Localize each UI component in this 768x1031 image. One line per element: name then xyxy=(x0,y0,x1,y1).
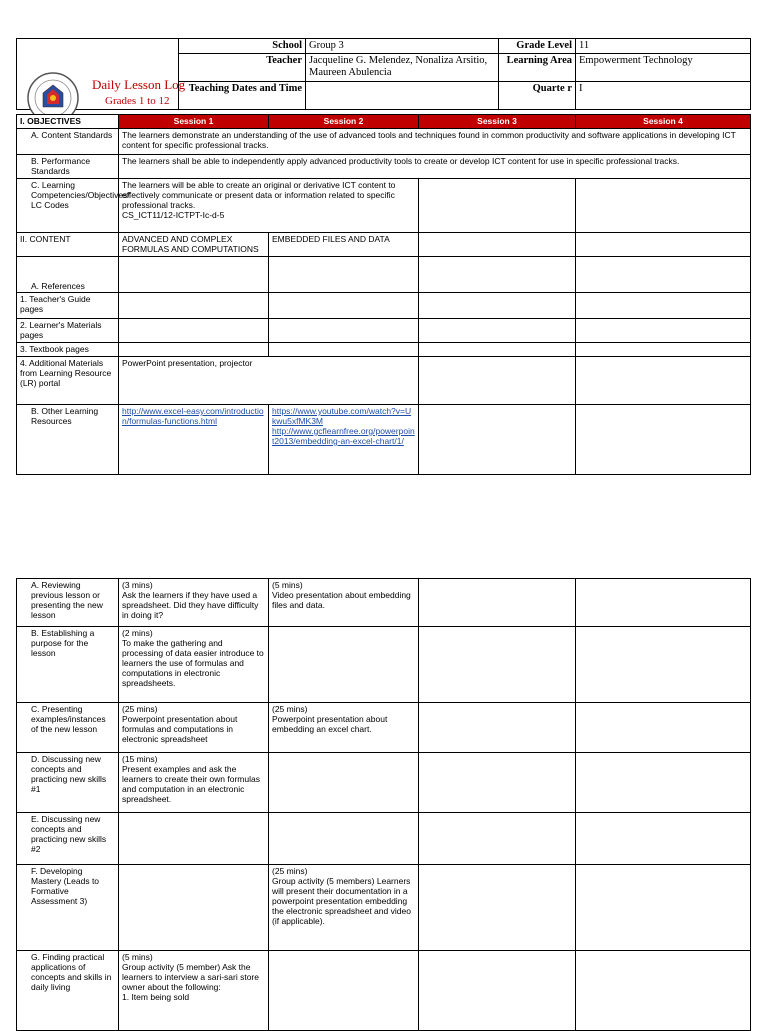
procedure-d-s3[interactable] xyxy=(419,753,576,813)
objectives-table xyxy=(16,114,750,475)
am-s4[interactable] xyxy=(576,357,751,405)
learning-area-value[interactable]: Empowerment Technology xyxy=(576,54,751,82)
procedure-f-s4[interactable] xyxy=(576,865,751,951)
session-2-heading: Session 2 xyxy=(269,115,419,129)
tg-s4[interactable] xyxy=(576,293,751,319)
procedure-b-s1[interactable] xyxy=(119,627,269,703)
lesson-log-header xyxy=(16,38,750,110)
references-s4[interactable] xyxy=(576,257,751,293)
content-standards-label: A. Content Standards xyxy=(17,129,119,155)
competencies-s3[interactable] xyxy=(419,179,576,233)
logo-cell xyxy=(17,39,186,110)
competencies-text[interactable] xyxy=(119,179,419,233)
content-standards-text[interactable]: The learners demonstrate an understanding of the use of advanced tools and techniques found in common productivity and software applications in developing ICT content for specific professional tracks. xyxy=(119,129,751,155)
list-item: 1. Item being sold xyxy=(122,992,190,1002)
content-s1[interactable]: ADVANCED AND COMPLEX FORMULAS AND COMPUTATIONS xyxy=(119,233,269,257)
competency-code: CS_ICT11/12-ICTPT-Ic-d-5 xyxy=(122,210,225,220)
olr-s4[interactable] xyxy=(576,405,751,475)
procedure-f-label: F. Developing Mastery (Leads to Formative Assessment 3) xyxy=(17,865,119,951)
references-s3[interactable] xyxy=(419,257,576,293)
learners-materials-label: 2. Learner's Materials pages xyxy=(17,319,119,343)
procedure-b-s4[interactable] xyxy=(576,627,751,703)
procedure-d-s4[interactable] xyxy=(576,753,751,813)
procedure-d-s2[interactable] xyxy=(269,753,419,813)
tb-s2[interactable] xyxy=(269,343,419,357)
teaching-dates-value[interactable] xyxy=(306,82,499,110)
procedure-text: Present examples and ask the learners to create their own formulas and computation in an electronic spreadsheet. xyxy=(122,764,260,804)
procedure-text: Group activity (5 member) Ask the learners to interview a sari-sari store owner about the following: xyxy=(122,962,259,992)
procedure-a-label: A. Reviewing previous lesson or presenting the new lesson xyxy=(17,579,119,627)
lm-s4[interactable] xyxy=(576,319,751,343)
procedure-g-s4[interactable] xyxy=(576,951,751,1031)
textbook-pages-label: 3. Textbook pages xyxy=(17,343,119,357)
procedure-e-s1[interactable] xyxy=(119,813,269,865)
procedure-f-s3[interactable] xyxy=(419,865,576,951)
procedure-b-s3[interactable] xyxy=(419,627,576,703)
procedure-text: Video presentation about embedding files and data. xyxy=(272,590,411,610)
procedure-a-s2[interactable] xyxy=(269,579,419,627)
session-1-heading: Session 1 xyxy=(119,115,269,129)
tg-s1[interactable] xyxy=(119,293,269,319)
time-label: (5 mins) xyxy=(122,952,153,962)
am-s3[interactable] xyxy=(419,357,576,405)
procedure-d-s1[interactable] xyxy=(119,753,269,813)
procedure-g-label: G. Finding practical applications of concepts and skills in daily living xyxy=(17,951,119,1031)
lm-s1[interactable] xyxy=(119,319,269,343)
tb-s4[interactable] xyxy=(576,343,751,357)
teacher-label: Teacher xyxy=(179,54,306,82)
time-label: (15 mins) xyxy=(122,754,158,764)
doc-title: Daily Lesson Log xyxy=(92,77,186,92)
procedure-b-label: B. Establishing a purpose for the lesson xyxy=(17,627,119,703)
procedure-g-s1[interactable] xyxy=(119,951,269,1031)
olr-s3[interactable] xyxy=(419,405,576,475)
references-s2[interactable] xyxy=(269,257,419,293)
additional-materials-label: 4. Additional Materials from Learning Resource (LR) portal xyxy=(17,357,119,405)
grade-level-value[interactable]: 11 xyxy=(576,39,751,54)
other-resources-label: B. Other Learning Resources xyxy=(17,405,119,475)
competencies-s4[interactable] xyxy=(576,179,751,233)
time-label: (5 mins) xyxy=(272,580,303,590)
procedure-e-s3[interactable] xyxy=(419,813,576,865)
procedure-d-label: D. Discussing new concepts and practicing new skills #1 xyxy=(17,753,119,813)
procedure-e-s4[interactable] xyxy=(576,813,751,865)
competencies-desc: The learners will be able to create an original or derivative ICT content to effectively communicate or present data or information related to specific professional tracks. xyxy=(122,180,396,210)
grade-level-label: Grade Level xyxy=(499,39,576,54)
procedure-f-s1[interactable] xyxy=(119,865,269,951)
teacher-value[interactable]: Jacqueline G. Melendez, Nonaliza Arsitio, Maureen Abulencia xyxy=(306,54,499,82)
procedure-text: Powerpoint presentation about formulas and computations in electronic spreadsheet xyxy=(122,714,238,744)
teachers-guide-label: 1. Teacher's Guide pages xyxy=(17,293,119,319)
procedure-text: To make the gathering and processing of data easier introduce to learners the use of formulas and computations in electronic spreadsheets. xyxy=(122,638,264,688)
procedure-a-s3[interactable] xyxy=(419,579,576,627)
time-label: (25 mins) xyxy=(122,704,158,714)
procedure-b-s2[interactable] xyxy=(269,627,419,703)
time-label: (25 mins) xyxy=(272,866,308,876)
content-s4[interactable] xyxy=(576,233,751,257)
procedure-g-s3[interactable] xyxy=(419,951,576,1031)
performance-standards-label: B. Performance Standards xyxy=(17,155,119,179)
time-label: (3 mins) xyxy=(122,580,153,590)
procedure-c-label: C. Presenting examples/instances of the new lesson xyxy=(17,703,119,753)
session-4-heading: Session 4 xyxy=(576,115,751,129)
procedure-text: Powerpoint presentation about embedding an excel chart. xyxy=(272,714,388,734)
procedure-a-s1[interactable] xyxy=(119,579,269,627)
procedure-c-s1[interactable] xyxy=(119,703,269,753)
tg-s2[interactable] xyxy=(269,293,419,319)
time-label: (2 mins) xyxy=(122,628,153,638)
procedure-e-label: E. Discussing new concepts and practicing new skills #2 xyxy=(17,813,119,865)
competencies-label: C. Learning Competencies/Objectives/ LC Codes xyxy=(17,179,119,233)
procedure-f-s2[interactable] xyxy=(269,865,419,951)
procedure-text: Ask the learners if they have used a spreadsheet. Did they have difficulty in doing it? xyxy=(122,590,259,620)
procedure-a-s4[interactable] xyxy=(576,579,751,627)
objectives-heading: I. OBJECTIVES xyxy=(17,115,119,129)
references-label: A. References xyxy=(17,257,119,293)
lm-s2[interactable] xyxy=(269,319,419,343)
references-s1[interactable] xyxy=(119,257,269,293)
additional-materials-s1[interactable]: PowerPoint presentation, projector xyxy=(119,357,419,405)
learning-area-label: Learning Area xyxy=(499,54,576,82)
school-value[interactable]: Group 3 xyxy=(306,39,499,54)
gcflearnfree-link[interactable]: http://www.gcflearnfree.org/powerpoint2013/embedding-an-excel-chart/1/ xyxy=(272,426,415,446)
procedures-table xyxy=(16,578,750,1031)
time-label: (25 mins) xyxy=(272,704,308,714)
procedure-c-s3[interactable] xyxy=(419,703,576,753)
procedure-c-s4[interactable] xyxy=(576,703,751,753)
excel-easy-link[interactable]: http://www.excel-easy.com/introduction/formulas-functions.html xyxy=(122,406,264,426)
procedure-e-s2[interactable] xyxy=(269,813,419,865)
session-3-heading: Session 3 xyxy=(419,115,576,129)
tb-s1[interactable] xyxy=(119,343,269,357)
doc-subtitle: Grades 1 to 12 xyxy=(105,95,170,107)
lm-s3[interactable] xyxy=(419,319,576,343)
content-s2[interactable]: EMBEDDED FILES AND DATA xyxy=(269,233,419,257)
tg-s3[interactable] xyxy=(419,293,576,319)
procedure-c-s2[interactable] xyxy=(269,703,419,753)
content-label: II. CONTENT xyxy=(17,233,119,257)
procedure-text: Group activity (5 members) Learners will present their documentation in a powerpoint presentation embedding the electronic spreadsheet and video (if applicable). xyxy=(272,876,411,926)
school-label: School xyxy=(179,39,306,54)
tb-s3[interactable] xyxy=(419,343,576,357)
teaching-dates-label: Teaching Dates and Time xyxy=(179,82,306,110)
performance-standards-text[interactable]: The learners shall be able to independently apply advanced productivity tools to create or develop ICT content for use in specific professional tracks. xyxy=(119,155,751,179)
quarter-label: Quarte r xyxy=(499,82,576,110)
quarter-value[interactable]: I xyxy=(576,82,751,110)
procedure-g-s2[interactable] xyxy=(269,951,419,1031)
youtube-link[interactable]: https://www.youtube.com/watch?v=Ukwu5xfMK3M xyxy=(272,406,412,426)
content-s3[interactable] xyxy=(419,233,576,257)
